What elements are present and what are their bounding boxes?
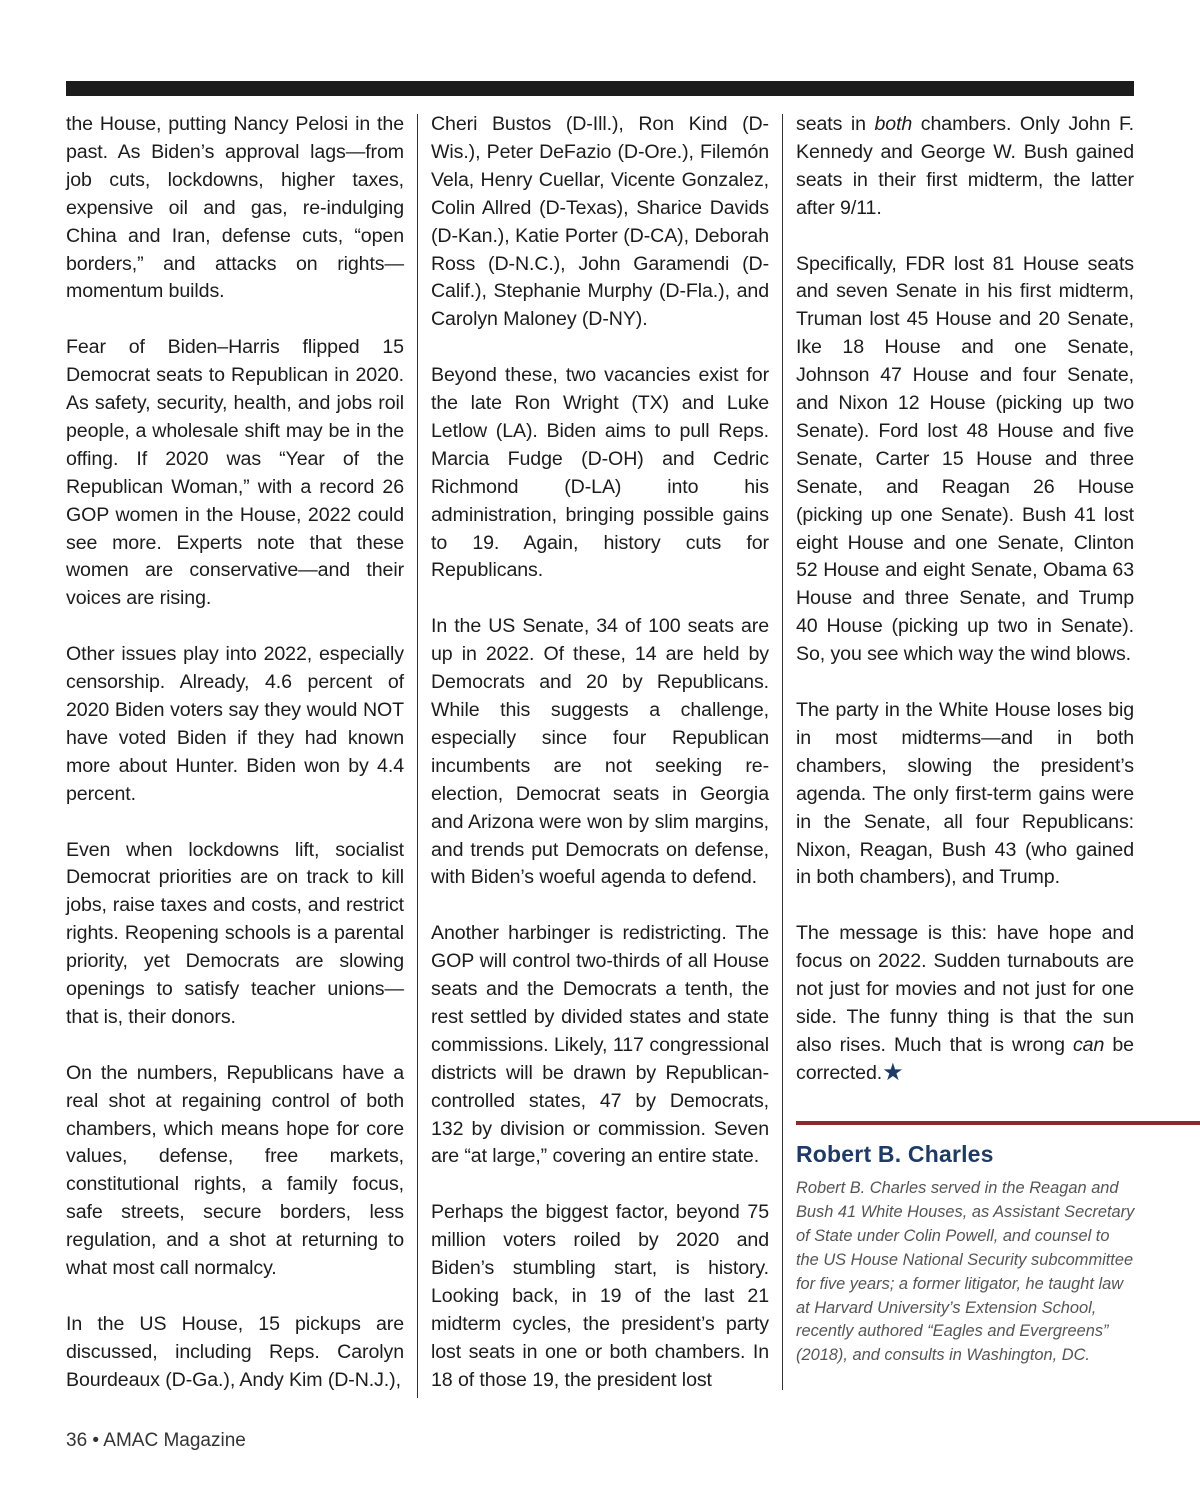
emphasis: both: [874, 113, 913, 135]
paragraph: [796, 111, 1134, 223]
paragraph: In the US House, 15 pickups are discussed, including Reps. Carolyn Bourdeaux (D-Ga.), Andy Kim (D-N.J.),: [66, 1312, 404, 1391]
article-column-3: [796, 111, 1134, 1116]
paragraph: Beyond these, two vacancies exist for the late Ron Wright (TX) and Luke Letlow (LA). Biden aims to pull Reps. Marcia Fudge (D-OH) and Cedric Richmond (D-LA) into his administration, bringing possible gains to 19. Again, history cuts for Republicans.: [431, 364, 769, 582]
column-divider: [782, 114, 783, 1390]
emphasis: can: [1072, 1033, 1105, 1056]
star-icon: ★: [882, 1058, 904, 1086]
text-run: seats in: [796, 113, 875, 135]
page-folio: 36 • AMAC Magazine: [66, 1430, 246, 1451]
header-bar: [66, 81, 1134, 96]
paragraph: Other issues play into 2022, especially censorship. Already, 4.6 percent of 2020 Biden voters say they would NOT have voted Biden if they had known more about Hunter. Biden won by 4.4 percent.: [66, 643, 404, 805]
author-bio: Robert B. Charles served in the Reagan and Bush 41 White Houses, as Assistant Secretary of State under Colin Powell, and counsel to the US House National Security subcommittee for five years; a former litigator, he taught law at Harvard University’s Extension School, recently authored “Eagles and Evergreens” (2018), and consults in Washington, DC.: [796, 1179, 1135, 1365]
article-column-2: [431, 111, 769, 1423]
paragraph: Even when lockdowns lift, socialist Democrat priorities are on track to kill jobs, raise taxes and costs, and restrict rights. Reopening schools is a parental priority, yet Democrats are slowing openings to satisfy teacher unions—that is, their donors.: [66, 838, 404, 1028]
paragraph: Cheri Bustos (D-Ill.), Ron Kind (D-Wis.), Peter DeFazio (D-Ore.), Filemón Vela, Henry Cuellar, Vicente Gonzalez, Colin Allred (D-Texas), Sharice Davids (D-Kan.), Katie Porter (D-CA), Deborah Ross (D-N.C.), John Garamendi (D-Calif.), Stephanie Murphy (D-Fla.), and Carolyn Maloney (D-NY).: [431, 113, 769, 331]
text-run: The message is this: have hope and focus on 2022. Sudden turnabouts are not just for movies and not just for one side. The funny thing is that the sun also rises. Much that is wrong: [796, 922, 1134, 1056]
author-divider: [796, 1121, 1200, 1125]
paragraph: Fear of Biden–Harris flipped 15 Democrat seats to Republican in 2020. As safety, security, health, and jobs roil people, a wholesale shift may be in the offing. If 2020 was “Year of the Republican Woman,” with a record 26 GOP women in the House, 2022 could see more. Experts note that these women are conservative—and their voices are rising.: [66, 336, 404, 610]
paragraph: In the US Senate, 34 of 100 seats are up in 2022. Of these, 14 are held by Democrats and 20 by Republicans. While this suggests a challenge, especially since four Republican incumbents are not seeking re-election, Democrat seats in Georgia and Arizona were won by slim margins, and trends put Democrats on defense, with Biden’s woeful agenda to defend.: [431, 615, 769, 889]
paragraph: Specifically, FDR lost 81 House seats and seven Senate in his first midterm, Truman lost 45 House and 20 Senate, Ike 18 House and one Senate, Johnson 47 House and four Senate, and Nixon 12 House (picking up two Senate). Ford lost 48 House and five Senate, Carter 15 House and three Senate, and Reagan 26 House (picking up one Senate). Bush 41 lost eight House and one Senate, Clinton 52 House and eight Senate, Obama 63 House and three Senate, and Trump 40 House (picking up two in Senate). So, you see which way the wind blows.: [796, 252, 1134, 666]
column-divider: [417, 114, 418, 1398]
paragraph: the House, putting Nancy Pelosi in the past. As Biden’s approval lags—from job cuts, lockdowns, higher taxes, expensive oil and gas, re-indulging China and Iran, defense cuts, “open borders,” and attacks on rights—momentum builds.: [66, 113, 404, 303]
paragraph: The party in the White House loses big in most midterms—and in both chambers, slowing the president’s agenda. The only first-term gains were in the Senate, all four Republicans: Nixon, Reagan, Bush 43 (who gained in both chambers), and Trump.: [796, 699, 1134, 889]
paragraph: [796, 920, 1134, 1087]
author-name: Robert B. Charles: [796, 1141, 994, 1167]
paragraph: Another harbinger is redistricting. The GOP will control two-thirds of all House seats and the Democrats a tenth, the rest settled by divided states and state commissions. Likely, 117 congressional districts will be drawn by Republican-controlled states, 47 by Democrats, 132 by division or commission. Seven are “at large,” covering an entire state.: [431, 922, 769, 1168]
text-run: be corrected.: [796, 1033, 1134, 1084]
paragraph: Perhaps the biggest factor, beyond 75 million voters roiled by 2020 and Biden’s stumbling start, is history. Looking back, in 19 of the last 21 midterm cycles, the president’s party lost seats in one or both chambers. In 18 of those 19, the president lost: [431, 1201, 769, 1391]
paragraph: On the numbers, Republicans have a real shot at regaining control of both chambers, which means hope for core values, defense, free markets, constitutional rights, a family focus, safe streets, secure borders, less regulation, and a shot at returning to what most call normalcy.: [66, 1061, 404, 1280]
article-column-1: [66, 111, 404, 1423]
text-run: chambers. Only John F. Kennedy and George W. Bush gained seats in their first midterm, the latter after 9/11.: [796, 113, 1135, 219]
